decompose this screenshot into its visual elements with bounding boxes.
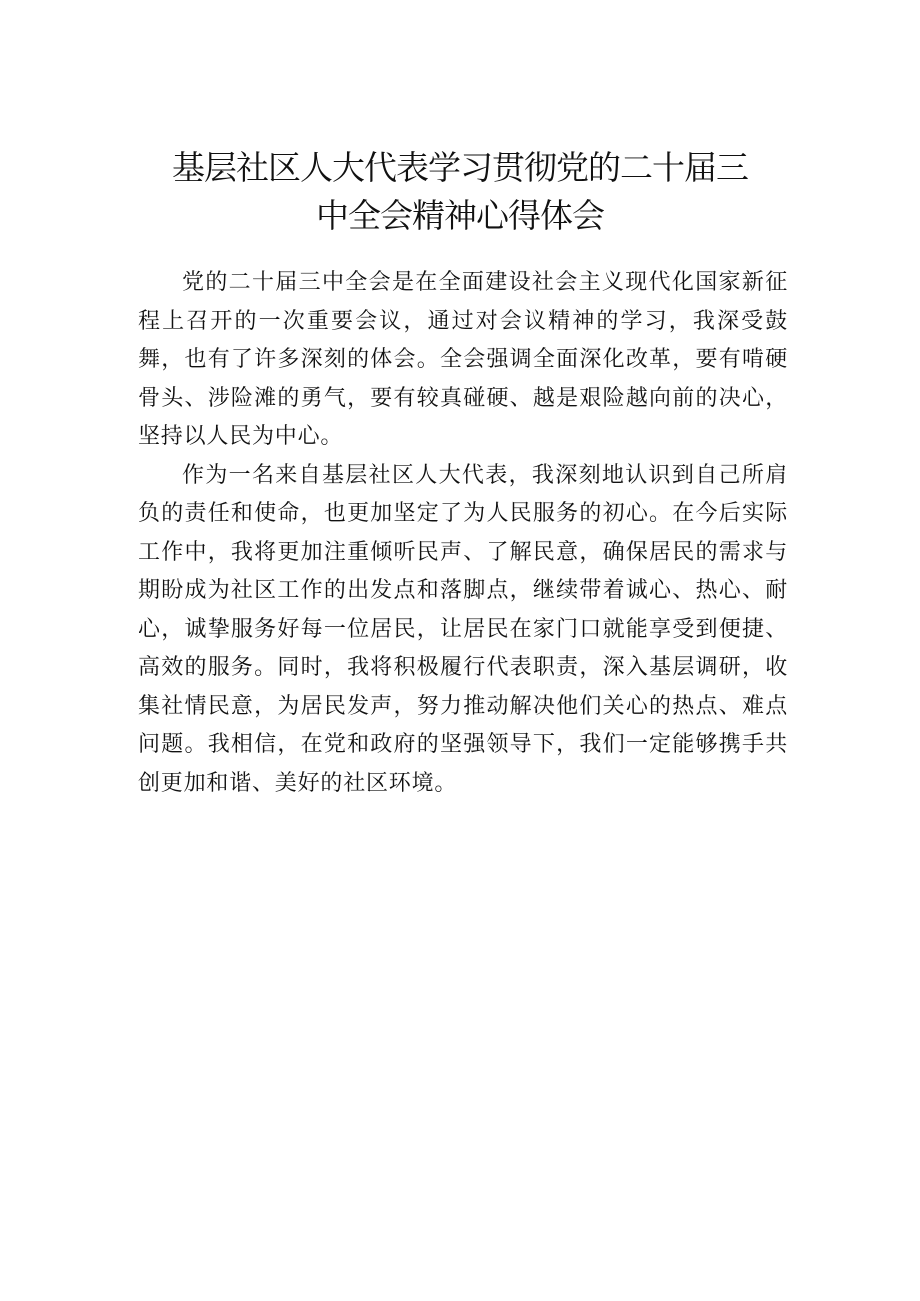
document-body [138,264,788,803]
body-paragraph-2: 作为一名来自基层社区人大代表，我深刻地认识到自己所肩负的责任和使命，也更加坚定了为人民服务的初心。在今后实际工作中，我将更加注重倾听民声、了解民意，确保居民的需求与期盼成为社区工作的出发点和落脚点，继续带着诚心、热心、耐心，诚挚服务好每一位居民，让居民在家门口就能享受到便捷、高效的服务。同时，我将积极履行代表职责，深入基层调研，收集社情民意，为居民发声，努力推动解决他们关心的热点、难点问题。我相信，在党和政府的坚强领导下，我们一定能够携手共创更加和谐、美好的社区环境。 [138,462,788,796]
document-title-line-1: 基层社区人大代表学习贯彻党的二十届三 [172,148,748,187]
body-paragraph-1: 党的二十届三中全会是在全面建设社会主义现代化国家新征程上召开的一次重要会议，通过对会议精神的学习，我深受鼓舞，也有了许多深刻的体会。全会强调全面深化改革，要有啃硬骨头、涉险滩的勇气，要有较真碰硬、越是艰险越向前的决心，坚持以人民为中心。 [138,270,788,449]
document-title-line-2: 中全会精神心得体会 [316,196,604,235]
